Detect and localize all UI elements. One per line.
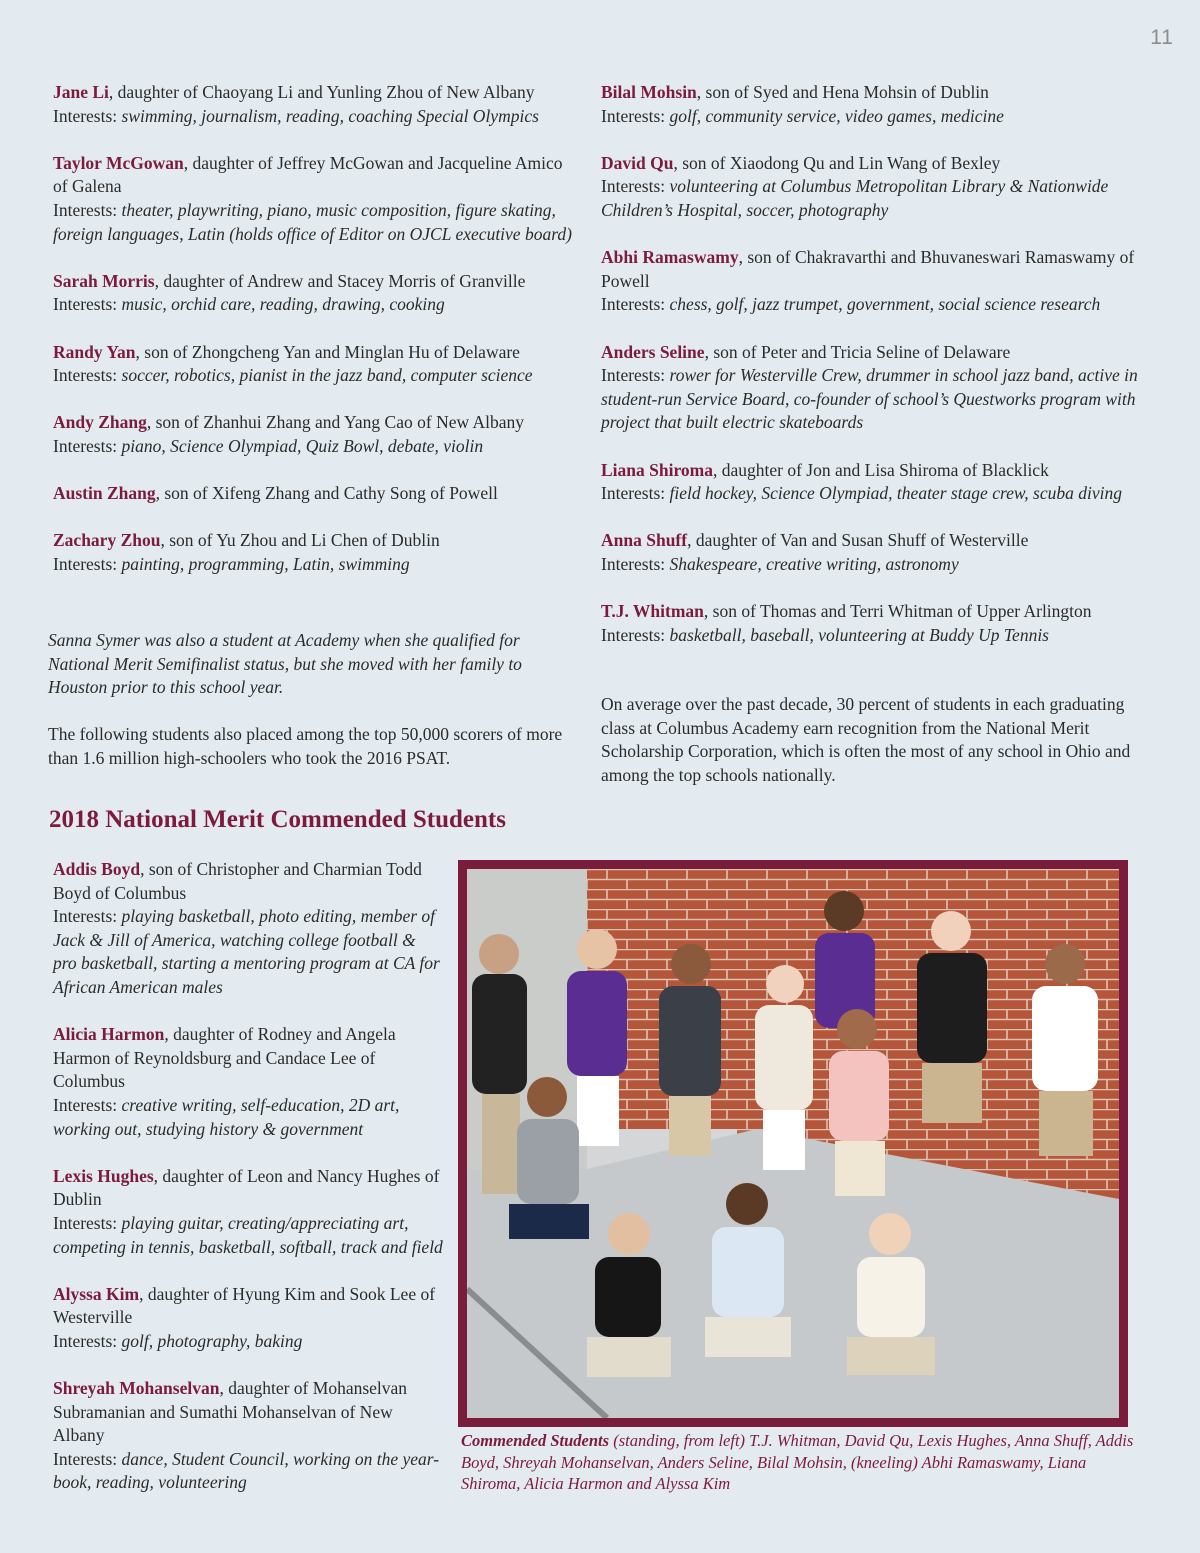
- student-name: Austin Zhang: [53, 483, 156, 504]
- student-desc: , daughter of Jeffrey McGowan and Jacqueline Amico of Galena: [53, 152, 563, 197]
- page-number: 11: [1150, 26, 1174, 49]
- student-name: Shreyah Mohanselvan: [53, 1378, 220, 1399]
- interests-label: Interests:: [53, 553, 118, 574]
- student-desc: , son of Christopher and Charmian Todd Boyd of Columbus: [53, 859, 422, 903]
- student-name: Alicia Harmon: [53, 1024, 165, 1045]
- student-name: Anders Seline: [601, 341, 705, 362]
- commended-column: [53, 858, 443, 1519]
- student-entry: [601, 600, 1141, 647]
- interests-label: Interests:: [601, 624, 666, 645]
- group-photo: [458, 860, 1128, 1427]
- student-entry: [53, 1023, 443, 1141]
- student-entry: [53, 1283, 443, 1354]
- right-column: [601, 81, 1141, 671]
- student-name: Anna Shuff: [601, 530, 688, 551]
- interests-text: playing guitar, creating/appreciating art, competing in tennis, basketball, softball, track and field: [53, 1212, 443, 1257]
- student-entry: [53, 529, 573, 576]
- student-name: Andy Zhang: [53, 412, 147, 433]
- symer-note: Sanna Symer was also a student at Academy when she qualified for National Merit Semifinalist status, but she moved with her family to Houston prior to this school year.: [48, 630, 522, 698]
- student-name: Addis Boyd: [53, 859, 141, 879]
- student-desc: , son of Yu Zhou and Li Chen of Dublin: [160, 530, 440, 551]
- left-column: [53, 81, 573, 600]
- student-entry: [601, 152, 1141, 223]
- interests-label: Interests:: [601, 105, 666, 126]
- average-note: On average over the past decade, 30 percent of students in each graduating class at Columbus Academy earn recognition from the National Merit Scholarship Corporation, which is often the most of any school in Ohio and among the top schools nationally.: [601, 694, 1131, 785]
- student-desc: , daughter of Jon and Lisa Shiroma of Blacklick: [713, 459, 1049, 480]
- student-desc: , son of Thomas and Terri Whitman of Upper Arlington: [703, 601, 1092, 622]
- interests-text: rower for Westerville Crew, drummer in school jazz band, active in student-run Service Board, co-founder of school’s Questworks program with project that built electric skateboards: [601, 365, 1138, 433]
- student-name: T.J. Whitman: [601, 601, 704, 622]
- student-entry: [53, 270, 573, 317]
- student-entry: [601, 81, 1141, 128]
- student-name: Lexis Hughes: [53, 1165, 154, 1186]
- student-entry: [53, 81, 573, 128]
- student-desc: , daughter of Rodney and Angela Harmon of Reynoldsburg and Candace Lee of Columbus: [53, 1024, 396, 1092]
- student-desc: , son of Xifeng Zhang and Cathy Song of Powell: [155, 483, 498, 504]
- student-desc: , daughter of Andrew and Stacey Morris of Granville: [154, 270, 526, 291]
- interests-label: Interests:: [601, 553, 666, 574]
- caption-title: Commended Students: [461, 1431, 610, 1450]
- student-name: Abhi Ramaswamy: [601, 247, 739, 268]
- interests-label: Interests:: [601, 176, 666, 197]
- commended-intro: The following students also placed among the top 50,000 scorers of more than 1.6 million high-schoolers who took the 2016 PSAT.: [48, 724, 563, 768]
- interests-label: Interests:: [601, 365, 666, 386]
- student-entry: [53, 1165, 443, 1259]
- student-entry: [53, 858, 443, 1000]
- student-desc: , daughter of Van and Susan Shuff of Westerville: [687, 530, 1029, 551]
- interests-text: playing basketball, photo editing, member of Jack & Jill of America, watching college football & pro basketball, starting a mentoring program at CA for African American males: [53, 906, 440, 997]
- interests-text: field hockey, Science Olympiad, theater stage crew, scuba diving: [669, 483, 1122, 504]
- interests-text: chess, golf, jazz trumpet, government, social science research: [669, 294, 1101, 315]
- interests-text: painting, programming, Latin, swimming: [121, 553, 410, 574]
- student-entry: [53, 1377, 443, 1495]
- photo-caption: [461, 1430, 1141, 1495]
- student-name: Randy Yan: [53, 341, 136, 362]
- student-desc: , daughter of Mohanselvan Subramanian and Sumathi Mohanselvan of New Albany: [53, 1378, 408, 1446]
- interests-text: theater, playwriting, piano, music composition, figure skating, foreign languages, Latin (holds office of Editor on OJCL executive board): [53, 199, 572, 244]
- student-entry: [53, 482, 573, 506]
- student-desc: , daughter of Leon and Nancy Hughes of Dublin: [53, 1165, 440, 1210]
- interests-label: Interests:: [53, 365, 118, 386]
- group-photo-illustration: [467, 869, 1119, 1418]
- student-desc: , daughter of Hyung Kim and Sook Lee of Westerville: [53, 1283, 436, 1328]
- interests-label: Interests:: [53, 906, 118, 927]
- student-name: Alyssa Kim: [53, 1283, 140, 1304]
- student-entry: [601, 459, 1141, 506]
- interests-label: Interests:: [53, 1330, 118, 1351]
- interests-label: Interests:: [53, 199, 118, 220]
- interests-text: basketball, baseball, volunteering at Buddy Up Tennis: [669, 624, 1049, 645]
- student-entry: [601, 246, 1141, 317]
- interests-text: soccer, robotics, pianist in the jazz band, computer science: [121, 365, 533, 386]
- student-desc: , son of Zhongcheng Yan and Minglan Hu of Delaware: [135, 341, 520, 362]
- student-name: David Qu: [601, 152, 674, 173]
- caption-text: (standing, from left) T.J. Whitman, David Qu, Lexis Hughes, Anna Shuff, Addis Boyd, Shreyah Mohanselvan, Anders Seline, Bilal Mohsin, (kneeling) Abhi Ramaswamy, Liana Shiroma, Alicia Harmon and Alyssa Kim: [461, 1431, 1134, 1494]
- student-desc: , son of Peter and Tricia Seline of Delaware: [704, 341, 1011, 362]
- student-name: Jane Li: [53, 82, 109, 102]
- interests-label: Interests:: [601, 483, 666, 504]
- interests-text: music, orchid care, reading, drawing, cooking: [121, 294, 445, 315]
- interests-text: golf, photography, baking: [121, 1330, 303, 1351]
- section-heading: 2018 National Merit Commended Students: [49, 806, 506, 833]
- interests-text: dance, Student Council, working on the year-book, reading, volunteering: [53, 1448, 440, 1493]
- interests-label: Interests:: [53, 1448, 118, 1469]
- student-desc: , daughter of Chaoyang Li and Yunling Zhou of New Albany: [108, 82, 535, 102]
- interests-text: golf, community service, video games, medicine: [669, 105, 1004, 126]
- student-desc: , son of Zhanhui Zhang and Yang Cao of New Albany: [146, 412, 525, 433]
- student-entry: [53, 152, 573, 246]
- student-desc: , son of Syed and Hena Mohsin of Dublin: [696, 82, 989, 102]
- student-name: Taylor McGowan: [53, 152, 184, 173]
- interests-text: creative writing, self-education, 2D art, working out, studying history & government: [53, 1094, 400, 1139]
- student-name: Zachary Zhou: [53, 530, 161, 551]
- interests-label: Interests:: [53, 294, 118, 315]
- interests-text: piano, Science Olympiad, Quiz Bowl, debate, violin: [121, 435, 484, 456]
- student-entry: [53, 411, 573, 458]
- student-entry: [601, 529, 1141, 576]
- interests-text: Shakespeare, creative writing, astronomy: [669, 553, 959, 574]
- interests-label: Interests:: [53, 435, 118, 456]
- student-desc: , son of Xiaodong Qu and Lin Wang of Bexley: [673, 152, 1001, 173]
- student-name: Bilal Mohsin: [601, 82, 697, 102]
- student-name: Sarah Morris: [53, 270, 155, 291]
- interests-label: Interests:: [53, 105, 118, 126]
- interests-label: Interests:: [601, 294, 666, 315]
- student-entry: [601, 341, 1141, 435]
- interests-text: swimming, journalism, reading, coaching Special Olympics: [121, 105, 539, 126]
- interests-label: Interests:: [53, 1212, 118, 1233]
- student-entry: [53, 341, 573, 388]
- interests-text: volunteering at Columbus Metropolitan Library & Nationwide Children’s Hospital, soccer, photography: [601, 176, 1109, 220]
- student-name: Liana Shiroma: [601, 459, 713, 480]
- interests-label: Interests:: [53, 1094, 118, 1115]
- student-desc: , son of Chakravarthi and Bhuvaneswari Ramaswamy of Powell: [601, 247, 1135, 291]
